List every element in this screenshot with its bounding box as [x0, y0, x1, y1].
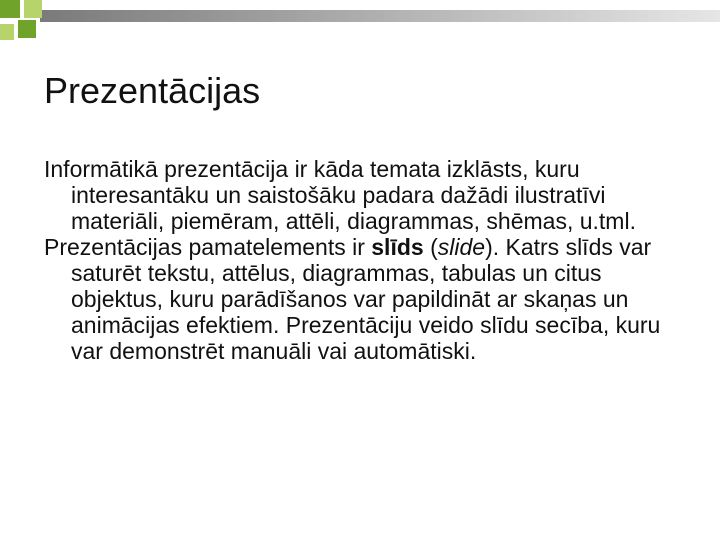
term-slide-italic: slide [437, 234, 486, 260]
paragraph-2-text-start: Prezentācijas pamatelements ir [44, 234, 372, 260]
deco-square-2 [24, 0, 42, 18]
header-decoration [0, 0, 720, 46]
header-gradient-bar [40, 10, 720, 22]
slide-title: Prezentācijas [44, 70, 261, 111]
paragraph-2-open-paren: ( [423, 234, 438, 260]
paragraph-2 [44, 234, 684, 364]
paragraph-1: Informātikā prezentācija ir kāda temata izklāsts, kuru interesantāku un saistošāku padara dažādi ilustratīvi materiāli, piemēram, attēli, diagrammas, shēmas, u.tml. [44, 156, 636, 234]
paragraph-2-text-end: ). Katrs slīds var saturēt tekstu, attēlus, diagrammas, tabulas un citus objektus, kuru parādīšanos var papildināt ar skaņas un animācijas efektiem. Prezentāciju veido slīdu secība, kuru var demonstrēt manuāli vai automātiski. [71, 234, 661, 364]
slide-body [44, 156, 684, 364]
deco-square-1 [0, 0, 20, 18]
deco-square-4 [0, 24, 14, 40]
deco-square-3 [18, 20, 36, 38]
term-slids-bold: slīds [371, 234, 424, 260]
